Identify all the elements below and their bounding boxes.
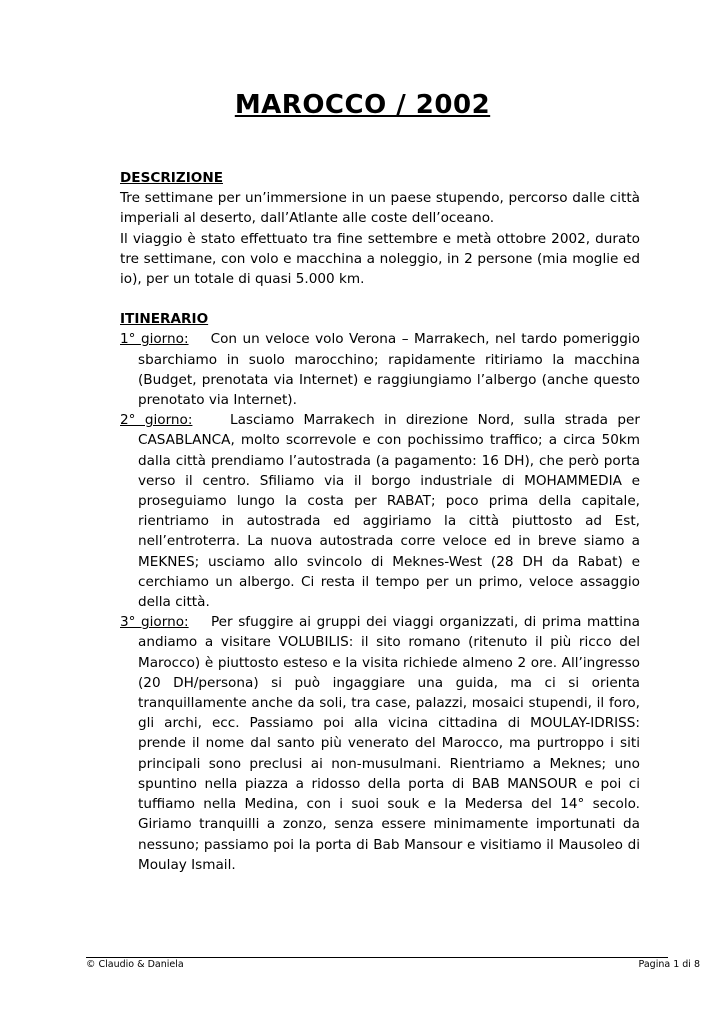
day-text: Con un veloce volo Verona – Marrakech, nel tardo pomeriggio sbarchiamo in suolo marocchino; rapidamente ritiriamo la macchina (Budget, prenotata via Internet) e raggiungiamo l’albergo (anche questo prenotato via Internet). <box>138 331 640 409</box>
day-label: 3° giorno: <box>120 614 189 631</box>
day-label: 2° giorno: <box>120 412 193 429</box>
description-paragraph: Il viaggio è stato effettuato tra fine settembre e metà ottobre 2002, durato tre settimane, con volo e macchina a noleggio, in 2 persone (mia moglie ed io), per un totale di quasi 5.000 km. <box>120 230 640 288</box>
spacer <box>120 289 640 309</box>
section-heading-itinerario: ITINERARIO <box>120 311 209 328</box>
itinerary-day-1 <box>120 329 640 410</box>
itinerary-day-2 <box>120 410 640 612</box>
page-title: MAROCCO / 2002 <box>234 90 491 120</box>
document-body <box>120 168 640 875</box>
footer-rule <box>86 957 668 958</box>
footer-copyright: © Claudio & Daniela <box>86 959 184 970</box>
itinerary-day-3 <box>120 612 640 875</box>
day-text: Per sfuggire ai gruppi dei viaggi organizzati, di prima mattina andiamo a visitare VOLUBILIS: il sito romano (ritenuto il più ricco del Marocco) è piuttosto esteso e la visita richiede almeno 2 ore. All’ingresso (20 DH/persona) si può ingaggiare una guida, ma ci si orienta tranquillamente anche da soli, tra case, palazzi, mosaici stupendi, il foro, gli archi, ecc. Passiamo poi alla vicina cittadina di MOULAY-IDRISS: prende il nome dal santo più venerato del Marocco, ma purtroppo i siti principali sono preclusi ai non-musulmani. Rientriamo a Meknes; uno spuntino nella piazza a ridosso della porta di BAB MANSOUR e poi ci tuffiamo nella Medina, con i suoi souk e la Medersa del 14° secolo. Giriamo tranquilli a zonzo, senza essere minimamente importunati da nessuno; passiamo poi la porta di Bab Mansour e visitiamo il Mausoleo di Moulay Ismail. <box>138 614 640 873</box>
footer-page-number: Pagina 1 di 8 <box>638 959 700 970</box>
day-text: Lasciamo Marrakech in direzione Nord, sulla strada per CASABLANCA, molto scorrevole e con pochissimo traffico; a circa 50km dalla città prendiamo l’autostrada (a pagamento: 16 DH), che però porta verso il centro. Sfiliamo via il borgo industriale di MOHAMMEDIA e proseguiamo lungo la costa per RABAT; poco prima della capitale, rientriamo in autostrada ed aggiriamo la città piuttosto ad Est, nell’entroterra. La nuova autostrada corre veloce ed in breve siamo a MEKNES; usciamo allo svincolo di Meknes-West (28 DH da Rabat) e cerchiamo un albergo. Ci resta il tempo per un primo, veloce assaggio della città. <box>138 412 640 611</box>
day-label: 1° giorno: <box>120 331 189 348</box>
description-paragraph: Tre settimane per un’immersione in un paese stupendo, percorso dalle città imperiali al deserto, dall’Atlante alle coste dell’oceano. <box>120 190 640 227</box>
section-heading-descrizione: DESCRIZIONE <box>120 170 223 186</box>
